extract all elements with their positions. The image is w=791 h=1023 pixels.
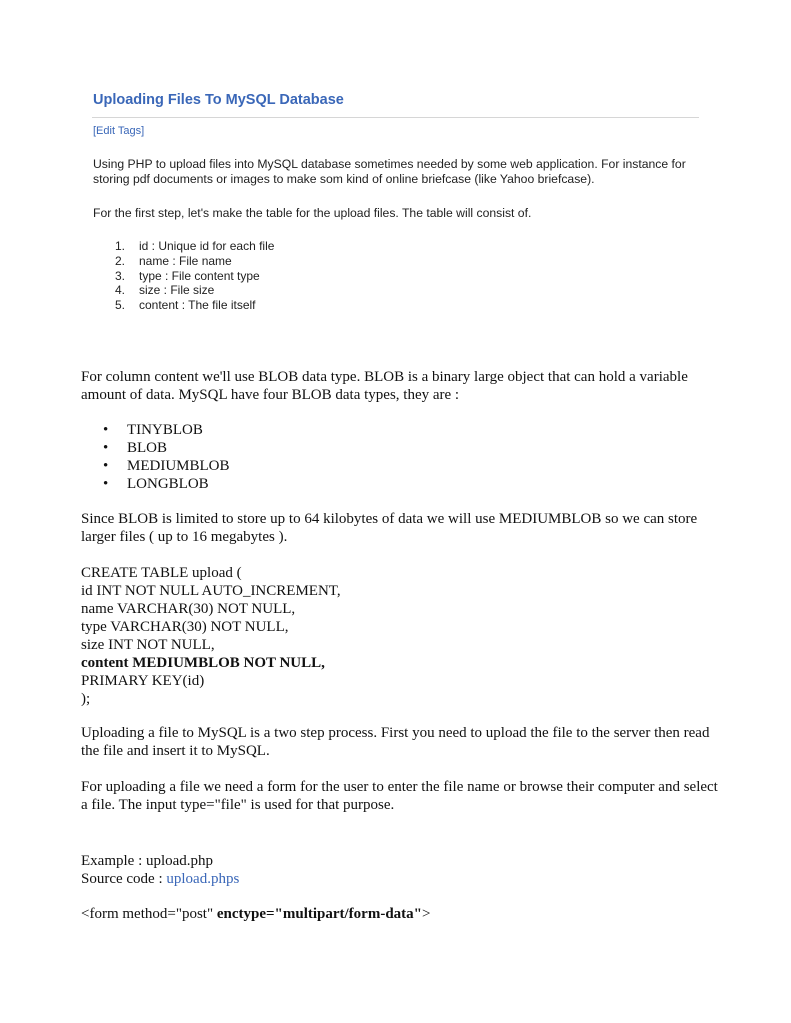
list-item: • TINYBLOB bbox=[103, 422, 203, 438]
list-item: 4. size : File size bbox=[115, 283, 215, 298]
list-item: • MEDIUMBLOB bbox=[103, 458, 230, 474]
example-label: Example : upload.php bbox=[81, 853, 214, 869]
two-step-paragraph: Uploading a file to MySQL is a two step process. First you need to upload the file to the server then read the file and insert it to MySQL. bbox=[81, 725, 710, 759]
code-line: name VARCHAR(30) NOT NULL, bbox=[81, 601, 296, 617]
edit-tags-link[interactable]: [Edit Tags] bbox=[93, 125, 145, 137]
form-paragraph: For uploading a file we need a form for the user to enter the file name or browse their computer and select a file. The input type="file" is used for that purpose. bbox=[81, 779, 718, 813]
title-divider bbox=[92, 117, 699, 118]
source-code-line bbox=[81, 870, 239, 888]
list-item: 1. id : Unique id for each file bbox=[115, 239, 275, 253]
mediumblob-paragraph: Since BLOB is limited to store up to 64 kilobytes of data we will use MEDIUMBLOB so we can store larger files ( up to 16 megabytes ). bbox=[81, 511, 698, 545]
code-line: ); bbox=[81, 691, 91, 707]
table-fields-list bbox=[115, 239, 274, 313]
code-line-bold: content MEDIUMBLOB NOT NULL, bbox=[81, 655, 325, 671]
first-step-paragraph: For the first step, let's make the table for the upload files. The table will consist of. bbox=[93, 206, 532, 220]
code-line: PRIMARY KEY(id) bbox=[81, 673, 205, 689]
code-line: type VARCHAR(30) NOT NULL, bbox=[81, 619, 289, 635]
blob-types-list bbox=[103, 421, 230, 493]
list-item: 2. name : File name bbox=[115, 253, 232, 268]
source-code-label: Source code : bbox=[81, 871, 167, 887]
page-title: Uploading Files To MySQL Database bbox=[93, 92, 344, 108]
list-item: • BLOB bbox=[103, 440, 168, 456]
intro-paragraph: Using PHP to upload files into MySQL database sometimes needed by some web application. For instance for storing pdf documents or images to make som kind of online briefcase (like Yahoo briefcase). bbox=[93, 157, 686, 186]
code-line: size INT NOT NULL, bbox=[81, 637, 215, 653]
code-line: CREATE TABLE upload ( bbox=[81, 565, 242, 581]
list-item: 5. content : The file itself bbox=[115, 298, 256, 313]
code-line: id INT NOT NULL AUTO_INCREMENT, bbox=[81, 583, 341, 599]
create-table-code bbox=[81, 564, 341, 708]
list-item: 3. type : File content type bbox=[115, 268, 260, 283]
blob-paragraph: For column content we'll use BLOB data type. BLOB is a binary large object that can hold a variable amount of data. MySQL have four BLOB data types, they are : bbox=[81, 369, 688, 403]
source-code-link[interactable]: upload.phps bbox=[166, 871, 240, 887]
list-item: • LONGBLOB bbox=[103, 476, 209, 492]
form-tag-line: <form method="post" enctype="multipart/form-data"> bbox=[81, 906, 431, 922]
